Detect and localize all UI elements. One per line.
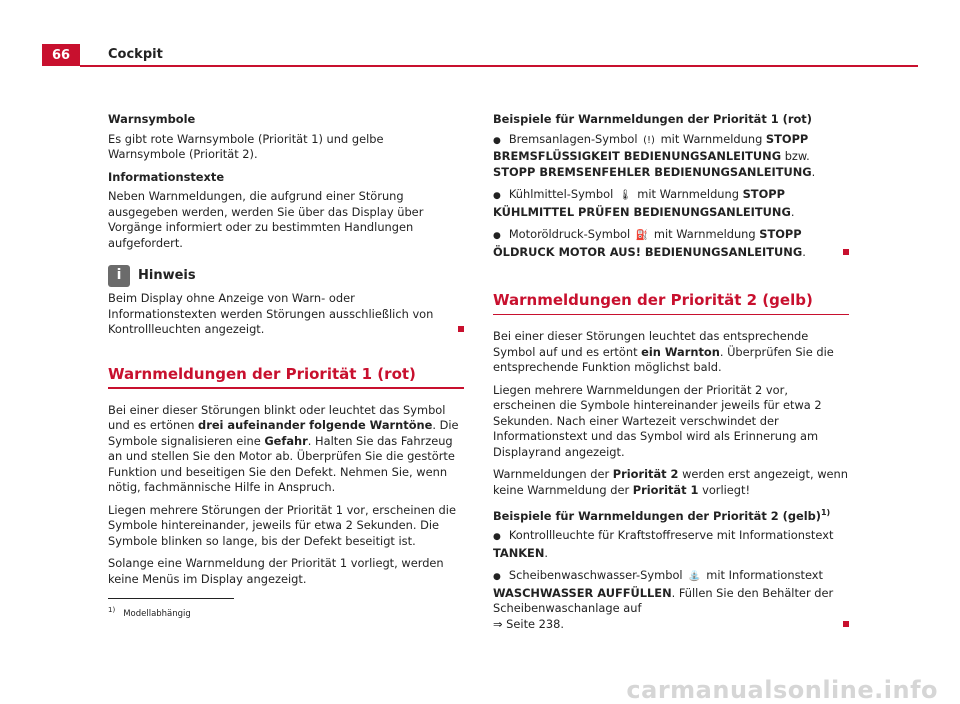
section-rule xyxy=(493,314,849,316)
priority2-section-title: Warnmeldungen der Priorität 2 (gelb) xyxy=(493,291,813,309)
warnsymbole-text: Es gibt rote Warnsymbole (Priorität 1) und gelbe Warnsymbole (Priorität 2). xyxy=(108,131,384,161)
coolant-icon: 🌡 xyxy=(618,190,632,201)
washer-fluid-icon: ⛲ xyxy=(688,571,701,583)
priority1-paragraph-3: Solange eine Warnmeldung der Priorität 1 vorliegt, werden keine Menüs im Display angezeigt. xyxy=(108,556,444,586)
footnote: $^{1)}$ Modellabhängig xyxy=(108,606,191,619)
end-marker xyxy=(843,621,849,627)
hinweis-title: Hinweis xyxy=(138,268,196,284)
informationstexte-heading: Informationstexte xyxy=(108,169,225,184)
oil-pressure-icon: ⛽ xyxy=(635,230,649,241)
priority1-paragraph-2: Liegen mehrere Störungen der Priorität 1 vor, erscheinen die Symbole hintereinander, jeweils für etwa 2 Sekunden. Die Symbole blinken so lange, bis der Defekt beseitigt ist. xyxy=(108,502,456,548)
footnote-rule xyxy=(108,598,234,599)
section-rule xyxy=(108,387,464,389)
examples-priority2-heading: Beispiele für Warnmeldungen der Priorität 2 (gelb)$^{1)}$ xyxy=(493,508,831,523)
list-item: ● Kühlmittel-Symbol 🌡 mit Warnmeldung STOPP KÜHLMITTEL PRÜFEN BEDIENUNGSANLEITUNG. xyxy=(493,187,849,220)
info-icon: i xyxy=(108,265,130,287)
informationstexte-text: Neben Warnmeldungen, die aufgrund einer Störung ausgegeben werden, werden Sie über das Display über Vorgänge informiert oder zu bestimmten Handlungen aufgefordert. xyxy=(108,189,424,250)
watermark: carmanualsonline.info xyxy=(626,676,938,704)
priority1-paragraph-1: Bei einer dieser Störungen blinkt oder leuchtet das Symbol und es ertönen drei aufeinander folgende Warntöne. Die Symbole signalisieren eine Gefahr. Halten Sie das Fahrzeug an und stellen Sie den Motor ab. Überprüfen Sie die gestörte Funktion und beseitigen Sie den Defekt. Nehmen Sie, wenn nötig, fachmännische Hilfe in Anspruch. xyxy=(108,402,459,494)
left-column xyxy=(108,112,464,594)
header-rule xyxy=(80,65,918,67)
priority2-paragraph-1: Bei einer dieser Störungen leuchtet das entsprechende Symbol auf und es ertönt ein Warnton. Überprüfen Sie die entsprechende Funktion möglichst bald. xyxy=(493,329,834,374)
right-column xyxy=(493,112,849,639)
list-item: ● Motoröldruck-Symbol ⛽ mit Warnmeldung STOPP ÖLDRUCK MOTOR AUS! BEDIENUNGSANLEITUNG. xyxy=(493,227,849,260)
list-item: ● Scheibenwaschwasser-Symbol ⛲ mit Informationstext WASCHWASSER AUFFÜLLEN. Füllen Sie den Behälter der Scheibenwaschanlage auf ⇒ Seite 238. xyxy=(493,568,849,632)
list-item: ● Bremsanlagen-Symbol (!) mit Warnmeldung STOPP BREMSFLÜSSIGKEIT BEDIENUNGSANLEITUNG bzw. STOPP BREMSENFEHLER BEDIENUNGSANLEITUNG. xyxy=(493,132,849,181)
priority2-paragraph-3: Warnmeldungen der Priorität 2 werden erst angezeigt, wenn keine Warnmeldung der Priorität 1 vorliegt! xyxy=(493,467,848,497)
warnsymbole-heading: Warnsymbole xyxy=(108,112,196,126)
priority1-section-title: Warnmeldungen der Priorität 1 (rot) xyxy=(108,364,416,383)
priority2-paragraph-2: Liegen mehrere Warnmeldungen der Priorität 2 vor, erscheinen die Symbole hintereinander jeweils für etwa 2 Sekunden. Nach einer Wartezeit verschwindet der Informationstext und das Symbol wird als Erinnerung am Displayrand angezeigt. xyxy=(493,382,822,459)
examples-priority1-heading: Beispiele für Warnmeldungen der Priorität 1 (rot) xyxy=(493,112,812,126)
list-item: ● Kontrollleuchte für Kraftstoffreserve mit Informationstext TANKEN. xyxy=(493,528,849,561)
brake-warning-icon: (!) xyxy=(643,134,655,146)
end-marker xyxy=(843,249,849,255)
chapter-title: Cockpit xyxy=(108,47,163,62)
hinweis-text: Beim Display ohne Anzeige von Warn- oder Informationstexten werden Störungen ausschließlich von Kontrollleuchten angezeigt. xyxy=(108,291,464,338)
page-reference-link[interactable]: ⇒ Seite 238. xyxy=(493,616,565,631)
page-number: 66 xyxy=(42,44,80,66)
hinweis-header xyxy=(108,265,464,287)
end-marker xyxy=(458,326,464,332)
